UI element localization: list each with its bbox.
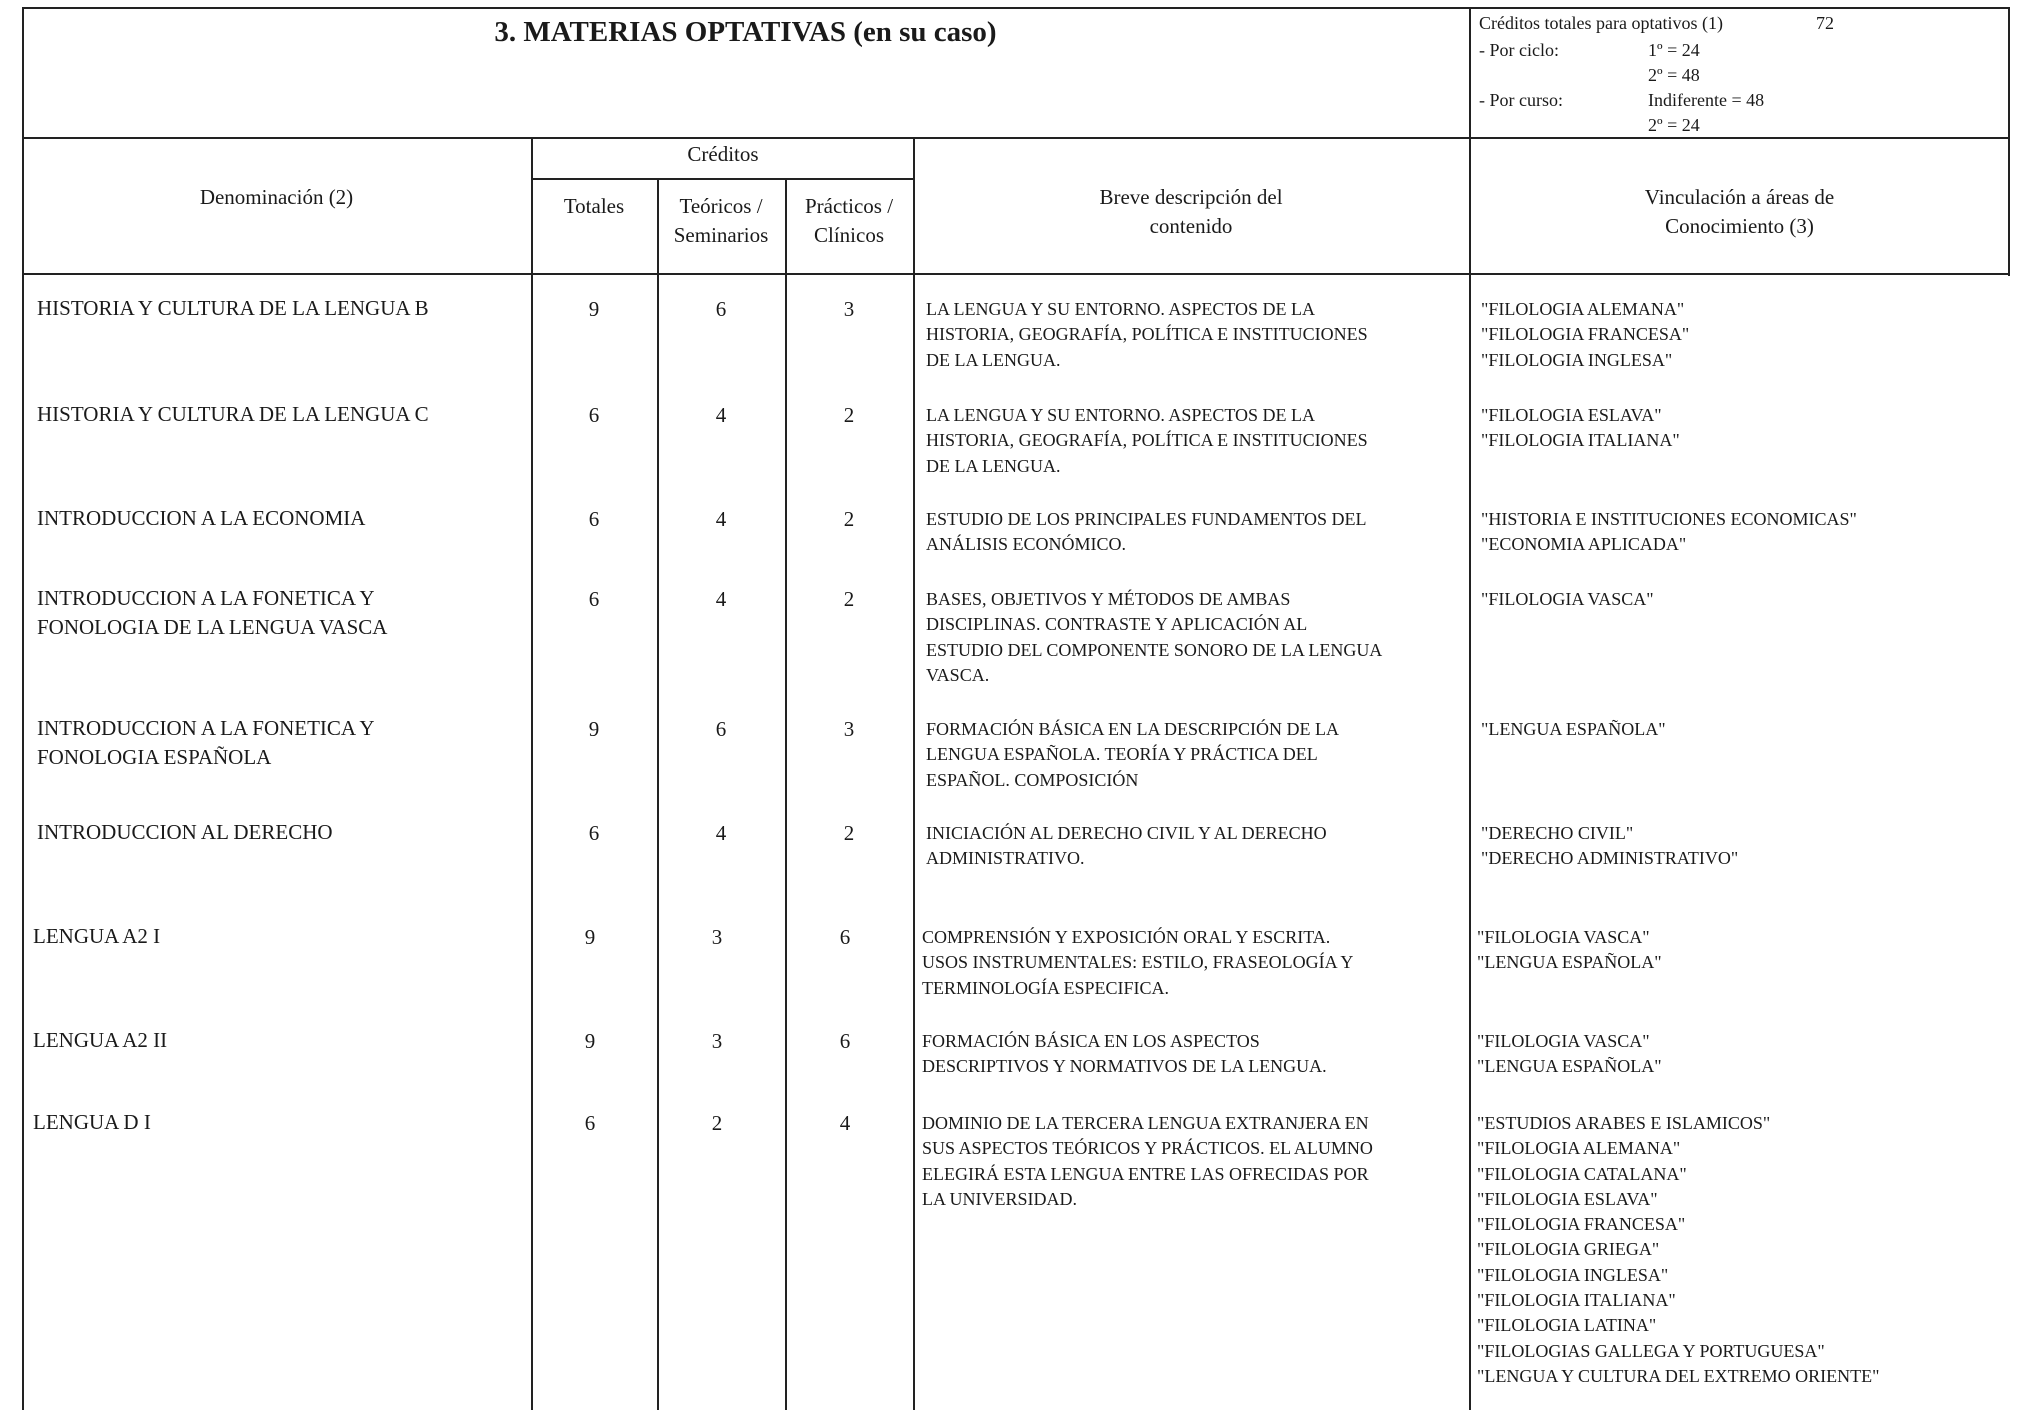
- description-line: LENGUA ESPAÑOLA. TEORÍA Y PRÁCTICA DEL: [926, 744, 1318, 765]
- knowledge-areas: [1481, 717, 1666, 742]
- knowledge-areas: [1477, 1111, 1880, 1389]
- knowledge-area: "FILOLOGIA VASCA": [1481, 589, 1654, 609]
- credits-totales: 6: [584, 1111, 596, 1135]
- knowledge-areas: [1481, 821, 1738, 872]
- knowledge-areas: [1481, 587, 1654, 612]
- description-line: ESTUDIO DE LOS PRINCIPALES FUNDAMENTOS DEL: [926, 509, 1367, 529]
- subject-name: [37, 294, 429, 323]
- subject-description: [926, 717, 1339, 793]
- description-line: ELEGIRÁ ESTA LENGUA ENTRE LAS OFRECIDAS POR: [922, 1163, 1369, 1184]
- subject-name-line: LENGUA A2 II: [33, 1028, 168, 1052]
- header-practicos-line2: Clínicos: [813, 223, 884, 247]
- knowledge-area: "LENGUA Y CULTURA DEL EXTREMO ORIENTE": [1477, 1365, 1880, 1386]
- knowledge-areas: [1477, 925, 1662, 976]
- description-line: HISTORIA, GEOGRAFÍA, POLÍTICA E INSTITUCIONES: [926, 430, 1368, 451]
- creditos-divider: [531, 178, 915, 180]
- header-bottom-border: [22, 137, 2010, 139]
- credits-practicos: 2: [843, 403, 855, 427]
- knowledge-area: "DERECHO CIVIL": [1481, 823, 1634, 843]
- knowledge-areas: [1477, 1029, 1662, 1080]
- description-line: ANÁLISIS ECONÓMICO.: [926, 534, 1127, 555]
- curso-2-value: 2º = 24: [1648, 115, 1700, 135]
- knowledge-area: "FILOLOGIA LATINA": [1477, 1315, 1657, 1336]
- col-divider-teoricos: [785, 178, 787, 1410]
- description-line: DOMINIO DE LA TERCERA LENGUA EXTRANJERA EN: [922, 1113, 1369, 1133]
- knowledge-area: "FILOLOGIA ITALIANA": [1477, 1290, 1676, 1311]
- header-descripcion-line2: contenido: [1149, 214, 1233, 238]
- description-line: DE LA LENGUA.: [926, 455, 1061, 476]
- header-vinculacion-line1: Vinculación a áreas de: [1644, 185, 1835, 209]
- description-line: LA LENGUA Y SU ENTORNO. ASPECTOS DE LA: [926, 299, 1316, 319]
- header-vinculacion: [1469, 183, 2010, 241]
- description-line: COMPRENSIÓN Y EXPOSICIÓN ORAL Y ESCRITA.: [922, 927, 1331, 947]
- por-curso-label: - Por curso:: [1479, 90, 1563, 110]
- credits-totales: 6: [588, 403, 600, 427]
- description-line: ESTUDIO DEL COMPONENTE SONORO DE LA LENGUA: [926, 639, 1383, 660]
- subject-name: [37, 714, 375, 772]
- knowledge-area: "FILOLOGIA ITALIANA": [1481, 430, 1680, 451]
- ciclo-1-value: 1º = 24: [1648, 40, 1700, 60]
- knowledge-area: "FILOLOGIA VASCA": [1477, 927, 1650, 947]
- knowledge-area: "DERECHO ADMINISTRATIVO": [1481, 848, 1739, 869]
- subject-name-line: FONOLOGIA DE LA LENGUA VASCA: [37, 615, 388, 639]
- subject-name-line: LENGUA D I: [33, 1110, 151, 1134]
- knowledge-area: "FILOLOGIA INGLESA": [1481, 349, 1673, 370]
- subject-name-line: LENGUA A2 I: [33, 924, 161, 948]
- col-divider-totales: [657, 178, 659, 1410]
- knowledge-area: "FILOLOGIA ALEMANA": [1481, 299, 1685, 319]
- subject-name-line: INTRODUCCION AL DERECHO: [37, 820, 333, 844]
- knowledge-areas: [1481, 403, 1680, 454]
- description-line: LA LENGUA Y SU ENTORNO. ASPECTOS DE LA: [926, 405, 1316, 425]
- description-line: ESPAÑOL. COMPOSICIÓN: [926, 769, 1139, 790]
- description-line: VASCA.: [926, 664, 990, 685]
- subject-description: [926, 297, 1368, 373]
- credits-practicos: 2: [843, 821, 855, 845]
- credits-teoricos: 6: [715, 717, 727, 741]
- header-vinculacion-line2: Conocimiento (3): [1665, 214, 1814, 238]
- subject-name: [37, 400, 429, 429]
- credits-totales: 9: [588, 717, 600, 741]
- knowledge-area: "FILOLOGIA ALEMANA": [1477, 1138, 1681, 1159]
- curso-1-value: Indiferente = 48: [1648, 90, 1765, 110]
- header-descripcion: [913, 183, 1469, 241]
- subject-description: [922, 1111, 1373, 1212]
- subject-name-line: INTRODUCCION A LA ECONOMIA: [37, 506, 366, 530]
- credits-practicos: 2: [843, 507, 855, 531]
- knowledge-area: "LENGUA ESPAÑOLA": [1481, 719, 1666, 739]
- credits-practicos: 3: [843, 717, 855, 741]
- col-divider-denominacion: [531, 137, 533, 1410]
- knowledge-area: "FILOLOGIA FRANCESA": [1481, 324, 1690, 345]
- credits-totales: 6: [588, 587, 600, 611]
- header-creditos: Créditos: [687, 142, 759, 166]
- header-teoricos-line2: Seminarios: [673, 223, 769, 247]
- subject-name-line: INTRODUCCION A LA FONETICA Y: [37, 586, 375, 610]
- credits-practicos: 2: [843, 587, 855, 611]
- knowledge-area: "ECONOMIA APLICADA": [1481, 534, 1687, 555]
- knowledge-area: "FILOLOGIA VASCA": [1477, 1031, 1650, 1051]
- credits-teoricos: 3: [711, 1029, 723, 1053]
- credits-totales: 9: [588, 297, 600, 321]
- header-descripcion-line1: Breve descripción del: [1099, 185, 1283, 209]
- knowledge-area: "HISTORIA E INSTITUCIONES ECONOMICAS": [1481, 509, 1857, 529]
- credits-practicos: 6: [839, 1029, 851, 1053]
- description-line: DESCRIPTIVOS Y NORMATIVOS DE LA LENGUA.: [922, 1056, 1327, 1077]
- credits-teoricos: 6: [715, 297, 727, 321]
- header-teoricos: [657, 192, 785, 250]
- ciclo-2-value: 2º = 48: [1648, 65, 1700, 85]
- col-divider-practicos: [913, 137, 915, 1410]
- credits-total-label: Créditos totales para optativos (1): [1479, 13, 1723, 33]
- knowledge-areas: [1481, 507, 1857, 558]
- subject-name: [33, 1108, 151, 1137]
- por-ciclo-label: - Por ciclo:: [1479, 40, 1559, 60]
- top-border: [22, 7, 2010, 9]
- description-line: DISCIPLINAS. CONTRASTE Y APLICACIÓN AL: [926, 614, 1308, 635]
- credits-teoricos: 4: [715, 403, 727, 427]
- description-line: DE LA LENGUA.: [926, 349, 1061, 370]
- credits-totales: 6: [588, 821, 600, 845]
- description-line: FORMACIÓN BÁSICA EN LOS ASPECTOS: [922, 1031, 1260, 1051]
- subject-name: [37, 818, 333, 847]
- credits-totales: 9: [584, 925, 596, 949]
- knowledge-area: "FILOLOGIA CATALANA": [1477, 1163, 1687, 1184]
- credits-totales: 6: [588, 507, 600, 531]
- knowledge-area: "FILOLOGIA ESLAVA": [1477, 1188, 1658, 1209]
- knowledge-area: "LENGUA ESPAÑOLA": [1477, 952, 1662, 973]
- description-line: INICIACIÓN AL DERECHO CIVIL Y AL DERECHO: [926, 823, 1327, 843]
- knowledge-area: "FILOLOGIA ESLAVA": [1481, 405, 1662, 425]
- subject-description: [926, 587, 1382, 688]
- knowledge-area: "LENGUA ESPAÑOLA": [1477, 1056, 1662, 1077]
- subject-description: [922, 925, 1353, 1001]
- subject-name: [33, 922, 160, 951]
- knowledge-area: "FILOLOGIA INGLESA": [1477, 1264, 1669, 1285]
- subject-name: [37, 504, 365, 533]
- description-line: TERMINOLOGÍA ESPECIFICA.: [922, 977, 1170, 998]
- credits-practicos: 6: [839, 925, 851, 949]
- knowledge-area: "ESTUDIOS ARABES E ISLAMICOS": [1477, 1113, 1771, 1133]
- subject-name-line: HISTORIA Y CULTURA DE LA LENGUA C: [37, 402, 429, 426]
- description-line: BASES, OBJETIVOS Y MÉTODOS DE AMBAS: [926, 589, 1291, 609]
- description-line: LA UNIVERSIDAD.: [922, 1188, 1077, 1209]
- description-line: HISTORIA, GEOGRAFÍA, POLÍTICA E INSTITUCIONES: [926, 324, 1368, 345]
- subject-name-line: HISTORIA Y CULTURA DE LA LENGUA B: [37, 296, 429, 320]
- description-line: FORMACIÓN BÁSICA EN LA DESCRIPCIÓN DE LA: [926, 719, 1340, 739]
- description-line: SUS ASPECTOS TEÓRICOS Y PRÁCTICOS. EL ALUMNO: [922, 1138, 1373, 1159]
- credits-teoricos: 3: [711, 925, 723, 949]
- header-totales: Totales: [563, 194, 625, 218]
- page-title: 3. MATERIAS OPTATIVAS (en su caso): [494, 16, 997, 48]
- subject-name-line: FONOLOGIA ESPAÑOLA: [37, 745, 272, 769]
- header-denominacion: Denominación (2): [199, 185, 354, 209]
- header-practicos-line1: Prácticos /: [804, 194, 894, 218]
- credits-teoricos: 4: [715, 821, 727, 845]
- column-header-bottom-border: [22, 273, 2010, 275]
- description-line: USOS INSTRUMENTALES: ESTILO, FRASEOLOGÍA Y: [922, 952, 1354, 973]
- subject-description: [926, 821, 1327, 872]
- knowledge-area: "FILOLOGIA FRANCESA": [1477, 1214, 1686, 1235]
- left-border: [22, 7, 24, 1410]
- credits-teoricos: 4: [715, 507, 727, 531]
- credits-practicos: 3: [843, 297, 855, 321]
- credits-teoricos: 4: [715, 587, 727, 611]
- subject-description: [926, 507, 1367, 558]
- credits-practicos: 4: [839, 1111, 851, 1135]
- knowledge-areas: [1481, 297, 1689, 373]
- subject-name: [37, 584, 387, 642]
- credits-totales: 9: [584, 1029, 596, 1053]
- header-practicos: [785, 192, 913, 250]
- description-line: ADMINISTRATIVO.: [926, 848, 1085, 869]
- subject-name: [33, 1026, 167, 1055]
- knowledge-area: "FILOLOGIAS GALLEGA Y PORTUGUESA": [1477, 1340, 1825, 1361]
- subject-description: [926, 403, 1368, 479]
- subject-name-line: INTRODUCCION A LA FONETICA Y: [37, 716, 375, 740]
- header-teoricos-line1: Teóricos /: [679, 194, 763, 218]
- credits-total-value: 72: [1816, 13, 1834, 33]
- subject-description: [922, 1029, 1327, 1080]
- knowledge-area: "FILOLOGIA GRIEGA": [1477, 1239, 1660, 1260]
- credits-teoricos: 2: [711, 1111, 723, 1135]
